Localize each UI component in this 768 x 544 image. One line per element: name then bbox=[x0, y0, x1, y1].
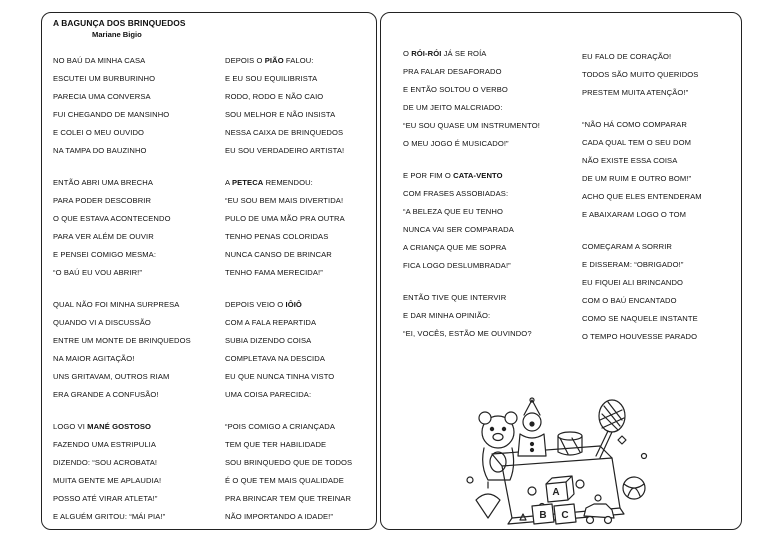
verse-line: DE UM JEITO MALCRIADO: bbox=[403, 103, 503, 112]
verse-line: E ALGUÉM GRITOU: “MÁI PIA!” bbox=[53, 512, 166, 521]
verse-text: DEPOIS O bbox=[225, 56, 265, 65]
verse-line: ENTRE UM MONTE DE BRINQUEDOS bbox=[53, 336, 191, 345]
verse-line: SOU BRINQUEDO QUE DE TODOS bbox=[225, 458, 353, 467]
stanza bbox=[53, 52, 191, 160]
column-1 bbox=[53, 52, 191, 540]
verse-line: COMEÇARAM A SORRIR bbox=[582, 242, 672, 251]
verse-line: DE UM RUIM E OUTRO BOM!” bbox=[582, 174, 692, 183]
column-4 bbox=[582, 48, 702, 360]
verse-line: TENHO FAMA MERECIDA!” bbox=[225, 268, 323, 277]
verse-line: UMA COISA PARECIDA: bbox=[225, 390, 312, 399]
verse-line: “O BAÚ EU VOU ABRIR!” bbox=[53, 268, 143, 277]
verse-line: SOU MELHOR E NÃO INSISTA bbox=[225, 110, 336, 119]
verse-line: DIZENDO: “SOU ACROBATA! bbox=[53, 458, 158, 467]
verse-line: EU FIQUEI ALI BRINCANDO bbox=[582, 278, 684, 287]
verse-line: PRA BRINCAR TEM QUE TREINAR bbox=[225, 494, 352, 503]
verse-line: TEM QUE TER HABILIDADE bbox=[225, 440, 327, 449]
verse-line: FUI CHEGANDO DE MANSINHO bbox=[53, 110, 170, 119]
verse-line: “EI, VOCÊS, ESTÃO ME OUVINDO? bbox=[403, 329, 532, 338]
verse-text: A bbox=[225, 178, 232, 187]
stanza bbox=[225, 52, 352, 160]
verse-line: TODOS SÃO MUITO QUERIDOS bbox=[582, 70, 699, 79]
toy-name: RÓI-RÓI bbox=[411, 49, 442, 58]
verse-line: É O QUE TEM MAIS QUALIDADE bbox=[225, 476, 344, 485]
verse-line: TENHO PENAS COLORIDAS bbox=[225, 232, 329, 241]
verse-line bbox=[225, 296, 352, 314]
stanza bbox=[582, 238, 702, 346]
stanza bbox=[403, 45, 540, 153]
verse-line: PULO DE UMA MÃO PRA OUTRA bbox=[225, 214, 345, 223]
stanza bbox=[403, 167, 540, 275]
verse-line: NÃO IMPORTANDO A IDADE!” bbox=[225, 512, 334, 521]
stanza bbox=[53, 418, 191, 526]
column-2 bbox=[225, 52, 352, 540]
verse-line bbox=[225, 52, 352, 70]
verse-text: JÁ SE ROÍA bbox=[441, 49, 487, 58]
verse-line: COMPLETAVA NA DESCIDA bbox=[225, 354, 325, 363]
verse-line: SUBIA DIZENDO COISA bbox=[225, 336, 312, 345]
verse-line: EU FALO DE CORAÇÃO! bbox=[582, 52, 672, 61]
toys-coloring-illustration-icon bbox=[462, 396, 650, 532]
verse-line bbox=[53, 418, 191, 436]
verse-line: “NÃO HÁ COMO COMPARAR bbox=[582, 120, 687, 129]
verse-text: REMENDOU: bbox=[263, 178, 313, 187]
stanza bbox=[582, 116, 702, 224]
block-letter-b: B bbox=[539, 510, 547, 521]
verse-line: ACHO QUE ELES ENTENDERAM bbox=[582, 192, 702, 201]
verse-text: E POR FIM O bbox=[403, 171, 454, 180]
verse-line: NUNCA VAI SER COMPARADA bbox=[403, 225, 514, 234]
verse-line: PARA VER ALÉM DE OUVIR bbox=[53, 232, 154, 241]
verse-text: O bbox=[403, 49, 412, 58]
verse-line: NO BAÚ DA MINHA CASA bbox=[53, 56, 146, 65]
toy-name: IÔIÔ bbox=[285, 300, 302, 309]
verse-line: “POIS COMIGO A CRIANÇADA bbox=[225, 422, 335, 431]
verse-line: PARA PODER DESCOBRIR bbox=[53, 196, 152, 205]
toy-name: PETECA bbox=[231, 178, 264, 187]
verse-text: LOGO VI bbox=[53, 422, 88, 431]
verse-line bbox=[225, 174, 352, 192]
verse-line: MUITA GENTE ME APLAUDIA! bbox=[53, 476, 162, 485]
stanza bbox=[53, 174, 191, 282]
verse-line bbox=[403, 167, 540, 185]
verse-line: COM FRASES ASSOBIADAS: bbox=[403, 189, 509, 198]
verse-line: EU QUE NUNCA TINHA VISTO bbox=[225, 372, 335, 381]
verse-line: E EU SOU EQUILIBRISTA bbox=[225, 74, 318, 83]
verse-line: E ABAIXARAM LOGO O TOM bbox=[582, 210, 687, 219]
verse-line: E COLEI O MEU OUVIDO bbox=[53, 128, 145, 137]
verse-line: NA TAMPA DO BAUZINHO bbox=[53, 146, 147, 155]
verse-text: FALOU: bbox=[283, 56, 314, 65]
verse-line: E DAR MINHA OPINIÃO: bbox=[403, 311, 491, 320]
verse-line: ESCUTEI UM BURBURINHO bbox=[53, 74, 156, 83]
stanza bbox=[53, 296, 191, 404]
verse-line: CADA QUAL TEM O SEU DOM bbox=[582, 138, 692, 147]
verse-line: O MEU JOGO É MUSICADO!” bbox=[403, 139, 509, 148]
verse-line: QUANDO VI A DISCUSSÃO bbox=[53, 318, 151, 327]
verse-line: “EU SOU QUASE UM INSTRUMENTO! bbox=[403, 121, 540, 130]
verse-line: COMO SE NAQUELE INSTANTE bbox=[582, 314, 698, 323]
verse-line: POSSO ATÉ VIRAR ATLETA!” bbox=[53, 494, 158, 503]
poem-title: A BAGUNÇA DOS BRINQUEDOS bbox=[53, 18, 186, 28]
verse-line: O TEMPO HOUVESSE PARADO bbox=[582, 332, 698, 341]
verse-line: E DISSERAM: “OBRIGADO!” bbox=[582, 260, 684, 269]
poem-author: Mariane Bigio bbox=[92, 30, 142, 39]
verse-line: PRESTEM MUITA ATENÇÃO!” bbox=[582, 88, 689, 97]
verse-line: NA MAIOR AGITAÇÃO! bbox=[53, 354, 135, 363]
stanza bbox=[225, 174, 352, 282]
verse-line: EU SOU VERDADEIRO ARTISTA! bbox=[225, 146, 345, 155]
verse-line: A CRIANÇA QUE ME SOPRA bbox=[403, 243, 507, 252]
verse-line: FICA LOGO DESLUMBRADA!” bbox=[403, 261, 511, 270]
verse-line: COM A FALA REPARTIDA bbox=[225, 318, 317, 327]
verse-line: NESSA CAIXA DE BRINQUEDOS bbox=[225, 128, 344, 137]
verse-line: PRA FALAR DESAFORADO bbox=[403, 67, 502, 76]
verse-line: COM O BAÚ ENCANTADO bbox=[582, 296, 677, 305]
verse-line: E PENSEI COMIGO MESMA: bbox=[53, 250, 157, 259]
block-letter-c: C bbox=[561, 510, 569, 521]
verse-line: ENTÃO ABRI UMA BRECHA bbox=[53, 178, 153, 187]
verse-line: NÃO EXISTE ESSA COISA bbox=[582, 156, 678, 165]
verse-line: E ENTÃO SOLTOU O VERBO bbox=[403, 85, 508, 94]
stanza bbox=[225, 418, 352, 526]
verse-line: ERA GRANDE A CONFUSÃO! bbox=[53, 390, 159, 399]
column-3 bbox=[403, 45, 540, 357]
block-letter-a: A bbox=[552, 487, 560, 498]
verse-text: DEPOIS VEIO O bbox=[225, 300, 286, 309]
verse-line: O QUE ESTAVA ACONTECENDO bbox=[53, 214, 171, 223]
toy-name: PIÃO bbox=[264, 56, 284, 65]
toy-name: CATA-VENTO bbox=[453, 171, 503, 180]
verse-line bbox=[403, 45, 540, 63]
stanza bbox=[403, 289, 540, 343]
verse-line: “A BELEZA QUE EU TENHO bbox=[403, 207, 503, 216]
verse-line: UNS GRITAVAM, OUTROS RIAM bbox=[53, 372, 170, 381]
stanza bbox=[582, 48, 702, 102]
verse-line: “EU SOU BEM MAIS DIVERTIDA! bbox=[225, 196, 344, 205]
verse-line: RODO, RODO E NÃO CAIO bbox=[225, 92, 324, 101]
verse-line: PARECIA UMA CONVERSA bbox=[53, 92, 151, 101]
verse-line: FAZENDO UMA ESTRIPULIA bbox=[53, 440, 157, 449]
verse-line: NUNCA CANSO DE BRINCAR bbox=[225, 250, 332, 259]
verse-line: QUAL NÃO FOI MINHA SURPRESA bbox=[53, 300, 180, 309]
toy-name: MANÉ GOSTOSO bbox=[87, 422, 152, 431]
verse-line: ENTÃO TIVE QUE INTERVIR bbox=[403, 293, 507, 302]
stanza bbox=[225, 296, 352, 404]
